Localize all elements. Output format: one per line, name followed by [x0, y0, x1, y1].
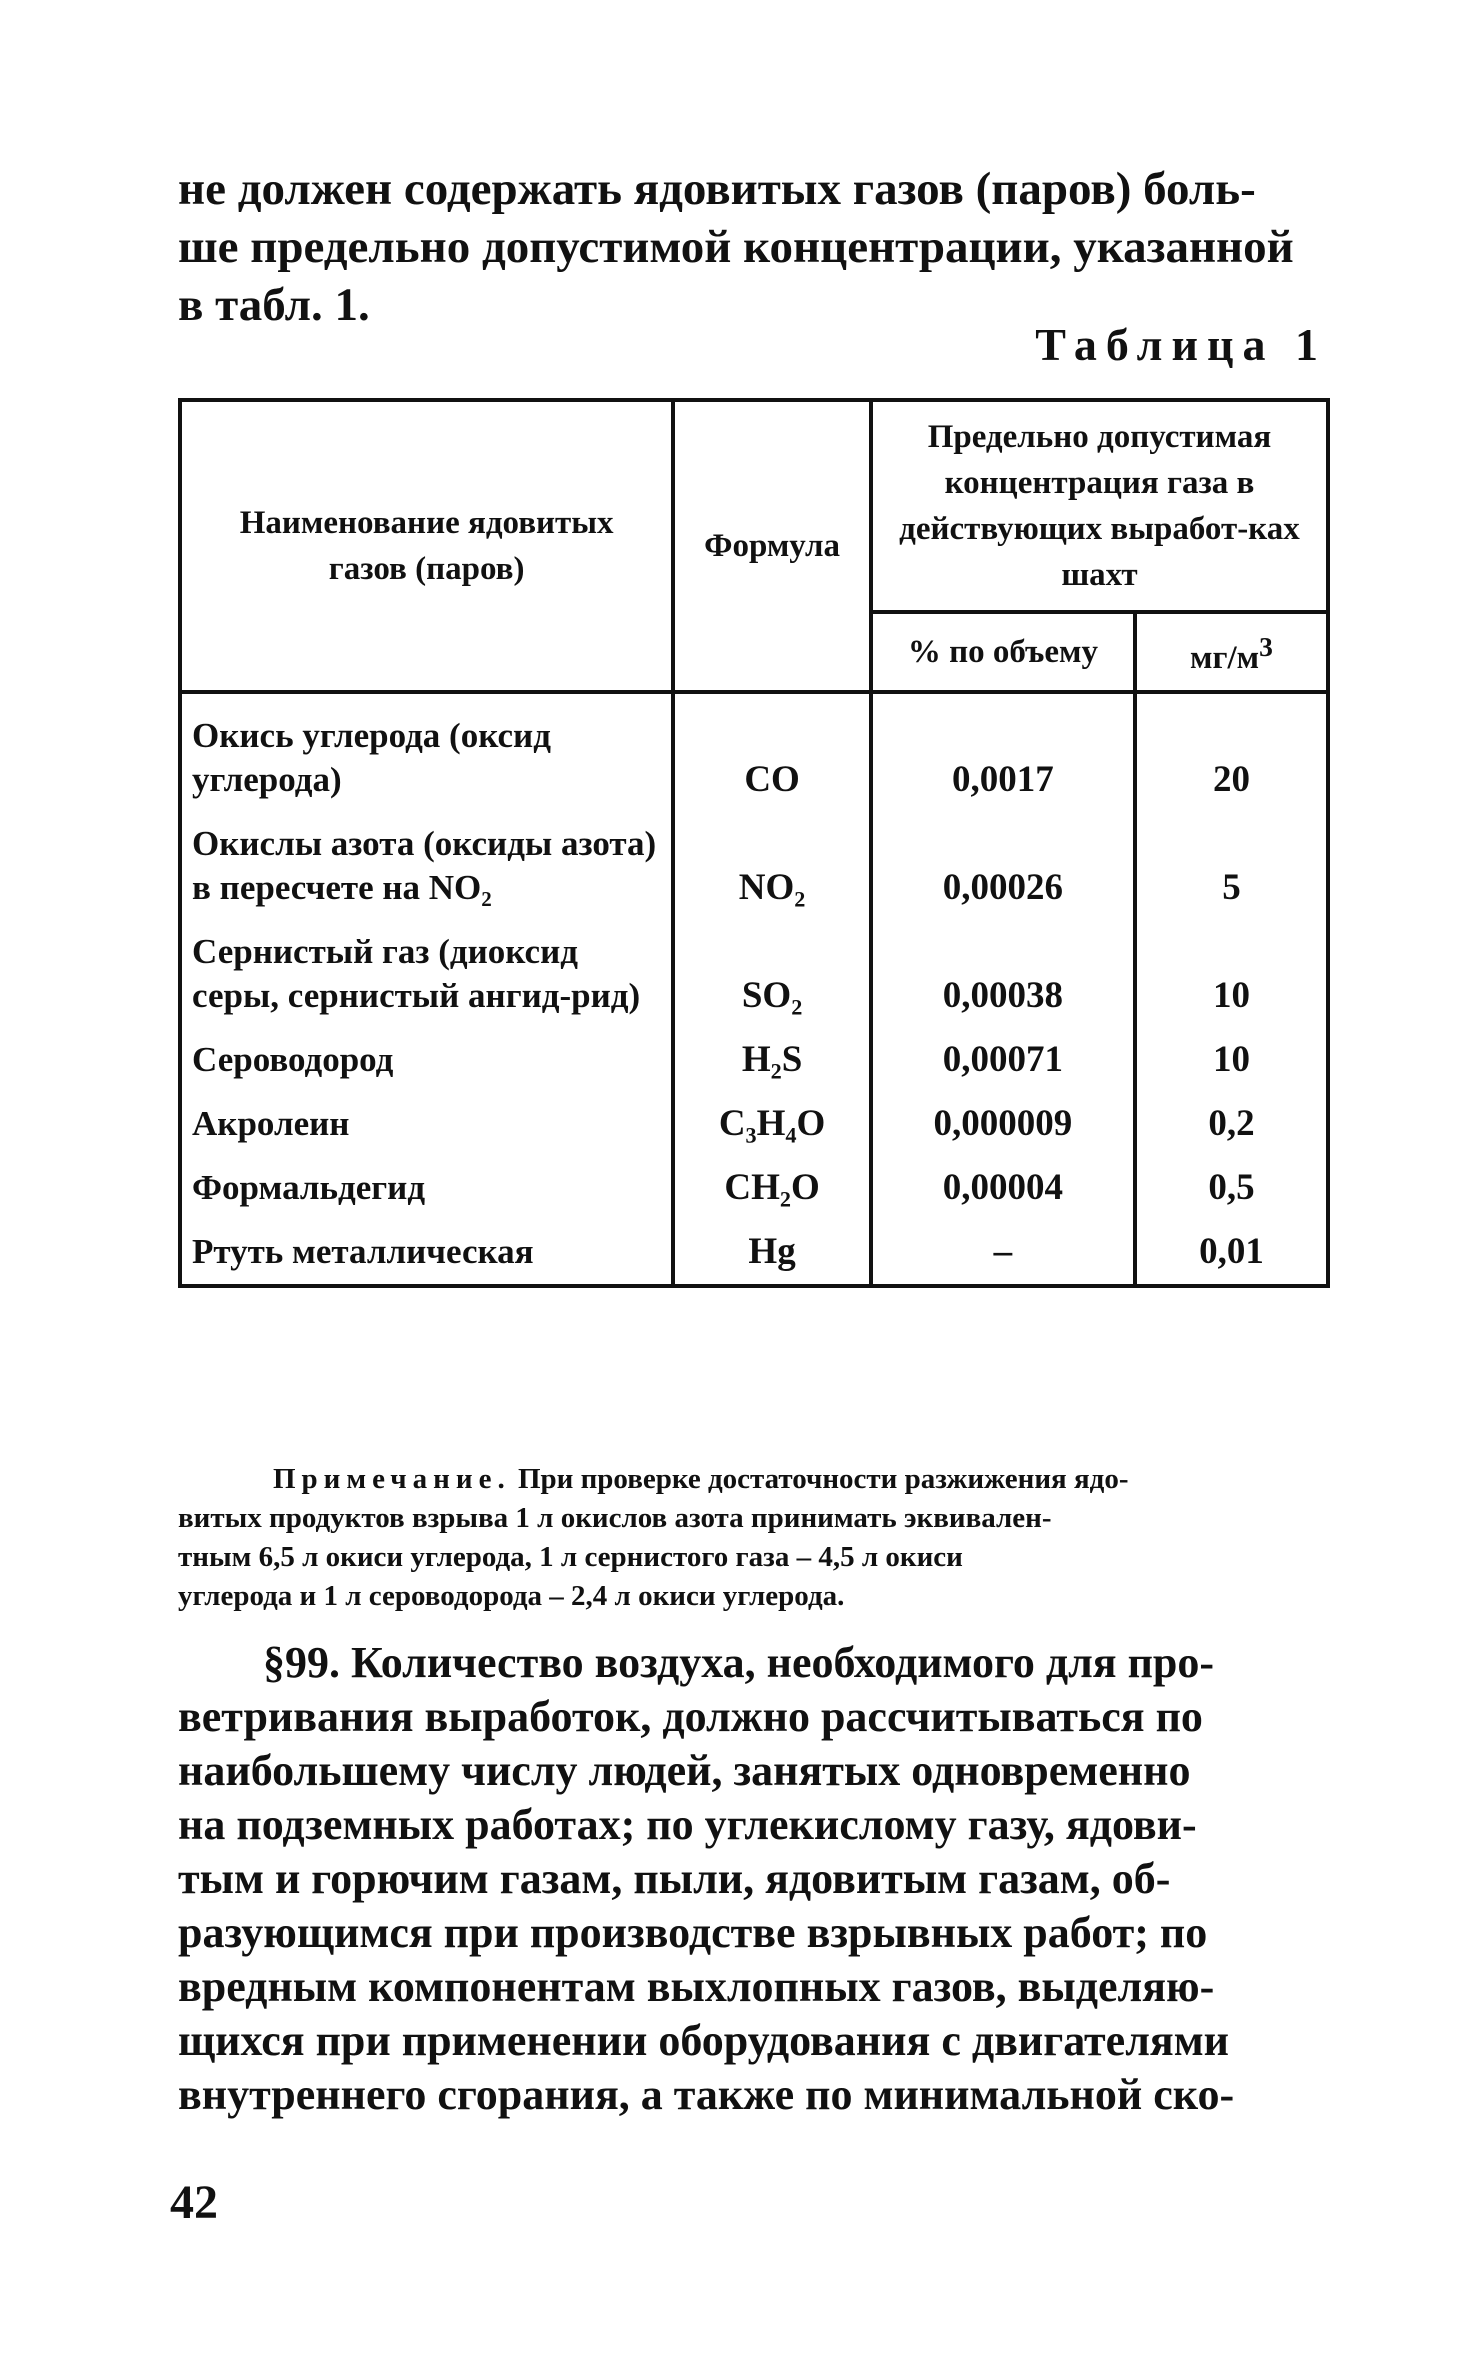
header-percent: % по объему [871, 612, 1135, 692]
gas-percent: 0,0017 [871, 692, 1135, 812]
table-caption: Таблица 1 [1035, 319, 1327, 370]
gas-name: Сероводород [180, 1028, 673, 1092]
table-row [180, 1092, 1328, 1156]
body-line: разующимся при производстве взрывных работ; по [178, 1908, 1208, 1957]
gas-percent: – [871, 1220, 1135, 1286]
note-text: При проверке достаточности разжижения ядо- [517, 1463, 1129, 1495]
gas-name: Окись углерода (оксид углерода) [180, 692, 673, 812]
body-line: тым и горючим газам, пыли, ядовитым газам, об- [178, 1854, 1171, 1903]
table-row [180, 920, 1328, 1028]
gas-formula: NO₂ [673, 812, 871, 920]
gas-mg: 0,5 [1135, 1156, 1328, 1220]
gas-formula: SO₂ [673, 920, 871, 1028]
header-mg-sup: 3 [1259, 630, 1273, 662]
gas-percent: 0,00004 [871, 1156, 1135, 1220]
note-line: углерода и 1 л сероводорода – 2,4 л окиси углерода. [178, 1580, 845, 1612]
gas-formula: CO [673, 692, 871, 812]
note-lead: Примечание. [273, 1463, 511, 1495]
gas-limits-table [178, 398, 1330, 1288]
header-limit: Предельно допустимая концентрация газа в действующих выработ-ках шахт [871, 400, 1328, 612]
gas-percent: 0,00071 [871, 1028, 1135, 1092]
gas-name: Формальдегид [180, 1156, 673, 1220]
gas-formula: H₂S [673, 1028, 871, 1092]
gas-percent: 0,000009 [871, 1092, 1135, 1156]
gas-percent: 0,00026 [871, 812, 1135, 920]
table-note [178, 1460, 1328, 1616]
gas-mg: 10 [1135, 920, 1328, 1028]
table-row [180, 1028, 1328, 1092]
gas-name: Ртуть металлическая [180, 1220, 673, 1286]
body-line: ветривания выработок, должно рассчитываться по [178, 1692, 1203, 1741]
gas-name: Акролеин [180, 1092, 673, 1156]
table-row [180, 1156, 1328, 1220]
body-line: щихся при применении оборудования с двигателями [178, 2016, 1230, 2065]
table-row [180, 692, 1328, 812]
page-number: 42 [170, 2176, 218, 2229]
gas-mg: 0,01 [1135, 1220, 1328, 1286]
gas-percent: 0,00038 [871, 920, 1135, 1028]
table-row [180, 812, 1328, 920]
gas-name: Сернистый газ (диоксид серы, сернистый ангид-рид) [180, 920, 673, 1028]
intro-line: в табл. 1. [178, 279, 370, 331]
header-name: Наименование ядовитых газов (паров) [180, 400, 673, 692]
body-line: внутреннего сгорания, а также по минимальной ско- [178, 2070, 1235, 2119]
intro-paragraph [178, 160, 1328, 334]
gas-formula: Hg [673, 1220, 871, 1286]
note-line [178, 1460, 1328, 1499]
header-mg-base: мг/м [1190, 639, 1260, 676]
note-line: витых продуктов взрыва 1 л окислов азота принимать эквивален- [178, 1502, 1052, 1534]
gas-formula: CH₂O [673, 1156, 871, 1220]
intro-line: не должен содержать ядовитых газов (паров) боль- [178, 163, 1256, 215]
gas-mg: 5 [1135, 812, 1328, 920]
body-line: §99. Количество воздуха, необходимого для про- [263, 1638, 1215, 1687]
body-line: наибольшему числу людей, занятых одновременно [178, 1746, 1191, 1795]
intro-line: ше предельно допустимой концентрации, указанной [178, 221, 1294, 273]
gas-name: Окислы азота (оксиды азота) в пересчете на NO₂ [180, 812, 673, 920]
note-line: тным 6,5 л окиси углерода, 1 л сернистого газа – 4,5 л окиси [178, 1541, 963, 1573]
body-line: вредным компонентам выхлопных газов, выделяю- [178, 1962, 1215, 2011]
gas-mg: 20 [1135, 692, 1328, 812]
body-line: на подземных работах; по углекислому газу, ядови- [178, 1800, 1197, 1849]
header-mg [1135, 612, 1328, 692]
table-row [180, 1220, 1328, 1286]
gas-mg: 10 [1135, 1028, 1328, 1092]
section-99-paragraph [178, 1636, 1328, 2122]
gas-mg: 0,2 [1135, 1092, 1328, 1156]
header-formula: Формула [673, 400, 871, 692]
gas-formula: C₃H₄O [673, 1092, 871, 1156]
